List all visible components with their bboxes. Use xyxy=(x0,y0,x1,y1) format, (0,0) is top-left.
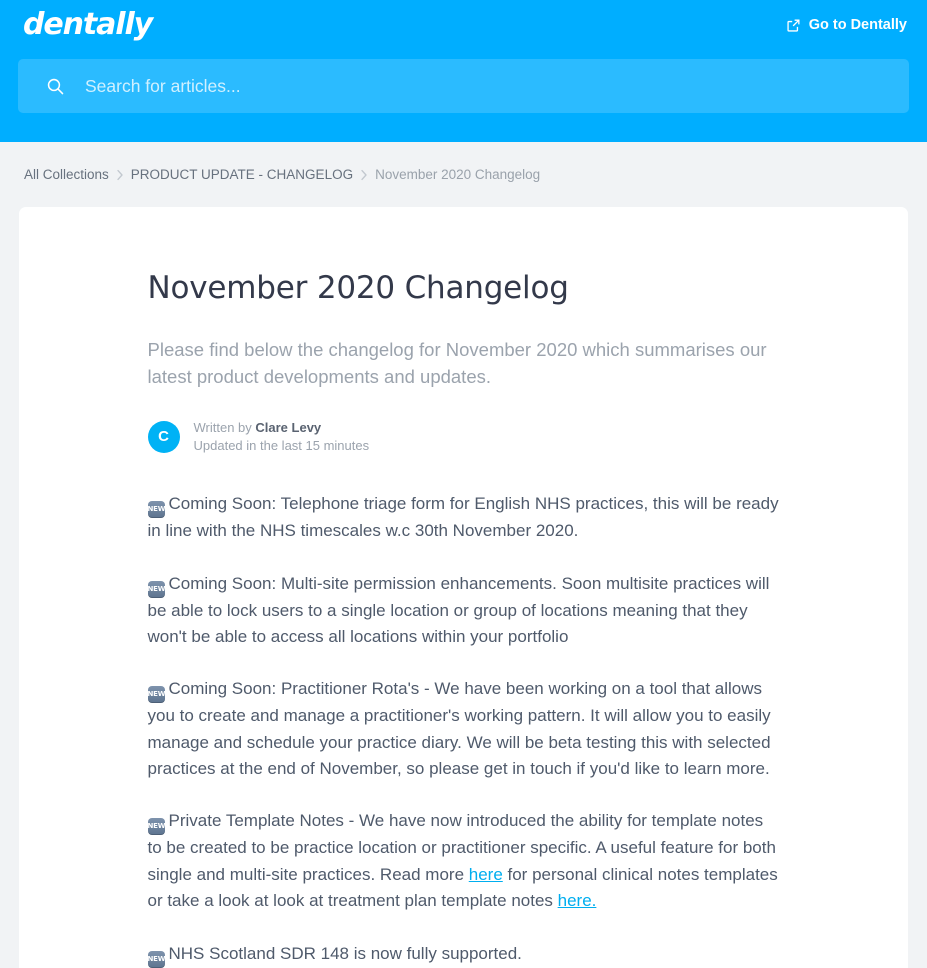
byline-updated: Updated in the last 15 minutes xyxy=(193,437,370,453)
inline-link[interactable]: here. xyxy=(557,891,597,911)
new-emoji-icon: NEW xyxy=(148,951,165,968)
changelog-entry xyxy=(148,491,781,544)
avatar: C xyxy=(148,421,180,453)
author-byline xyxy=(148,419,781,456)
entry-text: Coming Soon: Practitioner Rota's - We have been working on a tool that allows you to create and manage a practitioner's working pattern. It will allow you to easily manage and schedule your practice diary. We will be beta testing this with selected practices at the end of November, so please get in touch if you'd like to learn more. xyxy=(147,679,771,779)
entry-text: NHS Scotland SDR 148 is now fully supported. xyxy=(168,943,522,963)
changelog-entries xyxy=(148,491,781,967)
go-to-dentally-link[interactable] xyxy=(786,17,907,33)
breadcrumb xyxy=(0,142,927,207)
external-link-icon xyxy=(786,18,801,33)
byline-text xyxy=(194,419,370,456)
breadcrumb-item-3: November 2020 Changelog xyxy=(375,167,541,182)
article-body xyxy=(147,269,781,968)
changelog-entry xyxy=(148,676,781,782)
entry-text: Private Template Notes - We have now introduced the ability for template notes to be created to be practice location or practitioner specific. A useful feature for both single and multi-site practices. Read more xyxy=(147,811,776,884)
entry-text: for personal clinical notes templates or take a look at look at treatment plan template notes xyxy=(147,864,778,911)
chevron-right-icon xyxy=(355,168,373,181)
search-bar[interactable] xyxy=(18,59,909,113)
byline-written-by xyxy=(194,419,370,437)
new-emoji-icon: NEW xyxy=(148,581,165,598)
entry-text: Coming Soon: Multi-site permission enhancements. Soon multisite practices will be able to lock users to a single location or group of locations meaning that they won't be able to access all locations within your portfolio xyxy=(147,573,770,647)
new-emoji-icon: NEW xyxy=(148,818,165,835)
dentally-logo[interactable]: dentally xyxy=(23,7,153,42)
changelog-entry xyxy=(148,571,781,651)
entry-text: Coming Soon: Telephone triage form for English NHS practices, this will be ready in line with the NHS timescales w.c 30th November 2020. xyxy=(147,494,779,541)
search-input[interactable] xyxy=(85,59,909,113)
go-to-dentally-label: Go to Dentally xyxy=(808,17,907,33)
inline-link[interactable]: here xyxy=(468,864,503,884)
site-header xyxy=(0,0,927,142)
header-top-bar xyxy=(18,0,909,48)
page-title: November 2020 Changelog xyxy=(147,270,569,306)
article-subtitle: Please find below the changelog for November 2020 which summarises our latest product developments and updates. xyxy=(147,338,767,388)
changelog-entry xyxy=(148,808,781,914)
byline-written-by-prefix: Written by xyxy=(193,419,256,435)
byline-author-name: Clare Levy xyxy=(255,419,322,435)
chevron-right-icon xyxy=(111,168,129,181)
search-icon xyxy=(46,77,65,96)
new-emoji-icon: NEW xyxy=(148,686,165,703)
changelog-entry xyxy=(148,941,781,968)
breadcrumb-item-1[interactable]: All Collections xyxy=(24,167,109,182)
new-emoji-icon: NEW xyxy=(148,501,165,518)
article-card xyxy=(19,207,908,968)
breadcrumb-item-2[interactable]: PRODUCT UPDATE - CHANGELOG xyxy=(130,167,354,182)
